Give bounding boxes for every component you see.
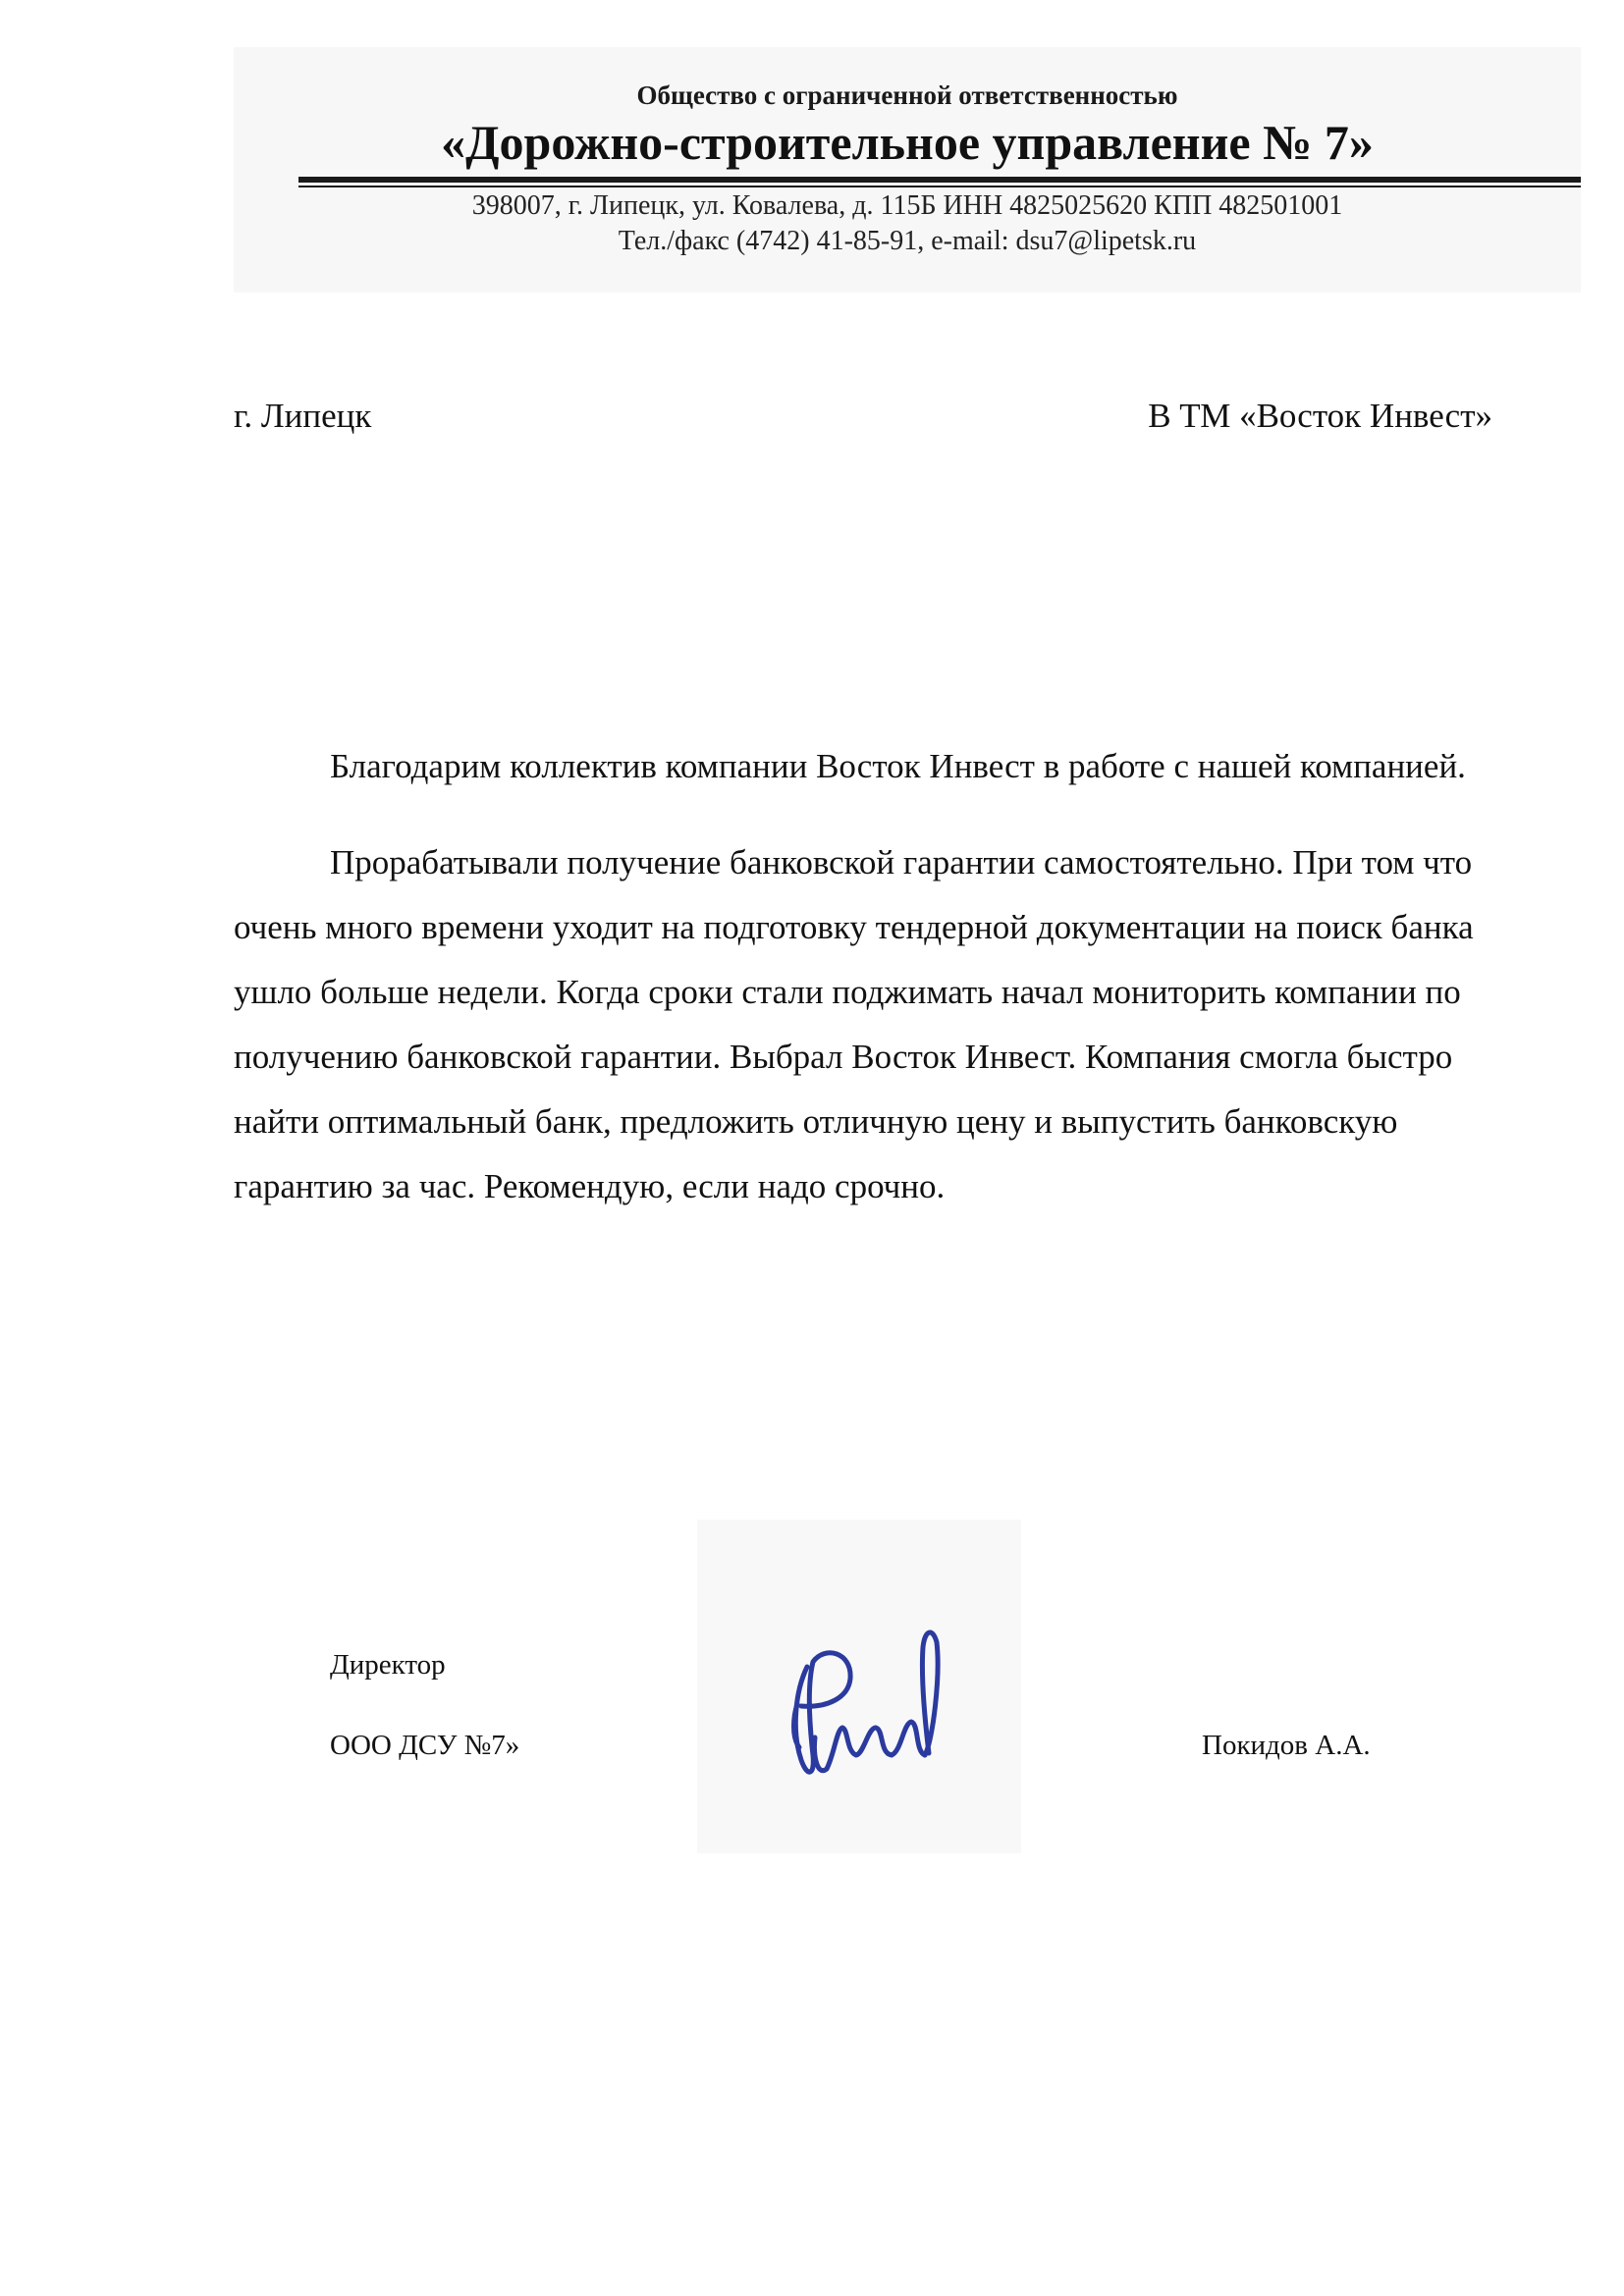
letterhead-org-type: Общество с ограниченной ответственностью [636,80,1178,110]
handwritten-signature [697,1520,1021,1853]
letter-body [234,734,1520,1251]
signatory-title: Директор [330,1649,446,1681]
signature-icon [697,1520,1021,1853]
signatory-name: Покидов А.А. [1202,1730,1371,1761]
letterhead-divider [298,177,1581,183]
letterhead-company-name: «Дорожно-строительное управление № 7» [441,115,1374,170]
city-line: г. Липецк [234,397,372,435]
body-paragraph: Прорабатывали получение банковской гарантии самостоятельно. При том что очень много времени уходит на подготовку тендерной документации на поиск банка ушло больше недели. Когда сроки стали поджимать начал мониторить компании по получению банковской гарантии. Выбрал Восток Инвест. Компания смогла быстро найти оптимальный банк, предложить отличную цену и выпустить банковскую гарантию за час. Рекомендую, если надо срочно. [234,843,1474,1205]
body-paragraph: Благодарим коллектив компании Восток Инвест в работе с нашей компанией. [330,747,1466,785]
letterhead-divider-thin [298,186,1581,187]
letterhead-contacts: Тел./факс (4742) 41-85-91, e-mail: dsu7@lipetsk.ru [618,226,1197,256]
letterhead-address: 398007, г. Липецк, ул. Ковалева, д. 115Б ИНН 4825025620 КПП 482501001 [471,190,1343,221]
letterhead [234,47,1581,293]
recipient-line: В ТМ «Восток Инвест» [1148,397,1492,435]
signatory-organization: ООО ДСУ №7» [330,1730,520,1761]
